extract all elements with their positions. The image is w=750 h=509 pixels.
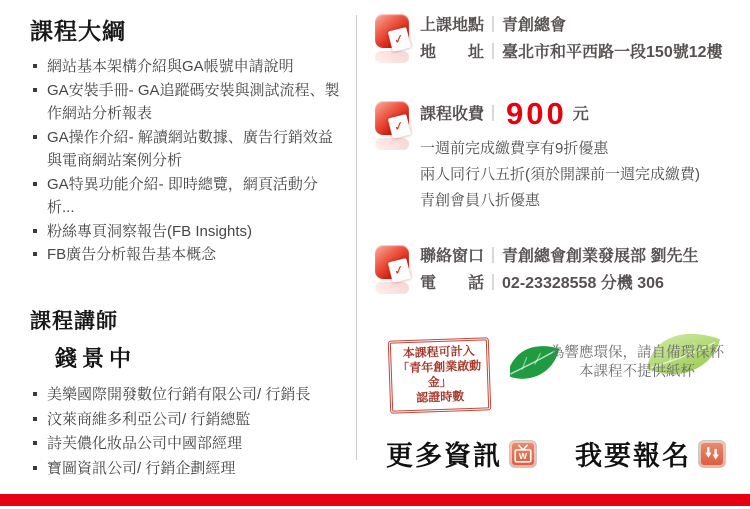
outline-item: GA特異功能介紹- 即時總覽，網頁活動分析... — [30, 173, 340, 220]
outline-item: FB廣告分析報告基本概念 — [30, 243, 340, 267]
webtv-monitor-icon[interactable] — [509, 440, 537, 468]
address-line: 地 址｜臺北市和平西路一段150號12樓 — [420, 44, 723, 61]
more-info-button[interactable] — [386, 434, 537, 473]
double-down-arrow-icon[interactable] — [698, 440, 726, 468]
check-note-icon — [375, 245, 409, 295]
phone-line: 電 話｜02-23328558 分機 306 — [420, 275, 664, 292]
credential-item: 汶萊商維多利亞公司/ 行銷總監 — [30, 408, 340, 433]
outline-item: GA操作介紹- 解讀網站數據、廣告行銷效益與電商網站案例分析 — [30, 126, 340, 173]
outline-item: GA安裝手冊- GA追蹤碼安裝與測試流程、製作網站分析報表 — [30, 79, 340, 126]
location-line: 上課地點｜青創總會 — [420, 17, 567, 34]
more-info-label: 更多資訊 — [386, 441, 502, 471]
column-divider — [356, 15, 357, 460]
eco-text: 為響應環保，請自備環保杯 本課程不提供紙杯 — [550, 345, 724, 380]
outline-list — [30, 55, 340, 267]
contact-line: 聯絡窗口｜青創總會創業發展部 劉先生 — [420, 248, 699, 265]
svg-text:W: W — [518, 450, 528, 461]
fee-note: 青創會員八折優惠 — [420, 192, 541, 209]
action-row — [386, 434, 726, 473]
fee-note: 兩人同行八五折(須於開課前一週完成繳費) — [420, 166, 700, 183]
course-outline-section — [30, 13, 352, 267]
location-section — [375, 12, 723, 66]
certification-stamp — [388, 337, 491, 413]
instructor-title: 課程講師 — [30, 310, 118, 333]
check-note-icon — [375, 101, 409, 151]
instructor-credential-list — [30, 383, 340, 481]
fee-section — [375, 96, 720, 214]
credential-item: 美樂國際開發數位行銷有限公司/ 行銷長 — [30, 383, 340, 408]
fee-note: 一週前完成繳費享有9折優惠 — [420, 140, 609, 157]
fee-notes — [420, 136, 720, 214]
footer-red-bar — [0, 494, 750, 506]
outline-item: 粉絲專頁洞察報告(FB Insights) — [30, 220, 340, 244]
fee-amount: 900 — [506, 96, 567, 131]
stamp-line: 認證時數 — [416, 389, 465, 405]
contact-section — [375, 243, 720, 297]
instructor-section — [30, 305, 352, 481]
outline-title: 課程大綱 — [30, 18, 126, 44]
check-note-icon — [375, 14, 409, 64]
stamp-line: 「青年創業啟動金」 — [396, 358, 482, 390]
stamp-line: 本課程可計入 — [402, 343, 475, 361]
fee-line: 課程收費 ｜ 900 元 — [420, 96, 589, 131]
signup-button[interactable] — [575, 434, 726, 473]
signup-label: 我要報名 — [575, 441, 691, 471]
outline-item: 網站基本架構介紹與GA帳號申請說明 — [30, 55, 340, 79]
instructor-name: 錢景中 — [55, 346, 137, 371]
eco-note — [510, 326, 738, 392]
credential-item: 詩芙儂化妝品公司中國部經理 — [30, 432, 340, 457]
credential-item: 寶圖資訊公司/ 行銷企劃經理 — [30, 457, 340, 482]
